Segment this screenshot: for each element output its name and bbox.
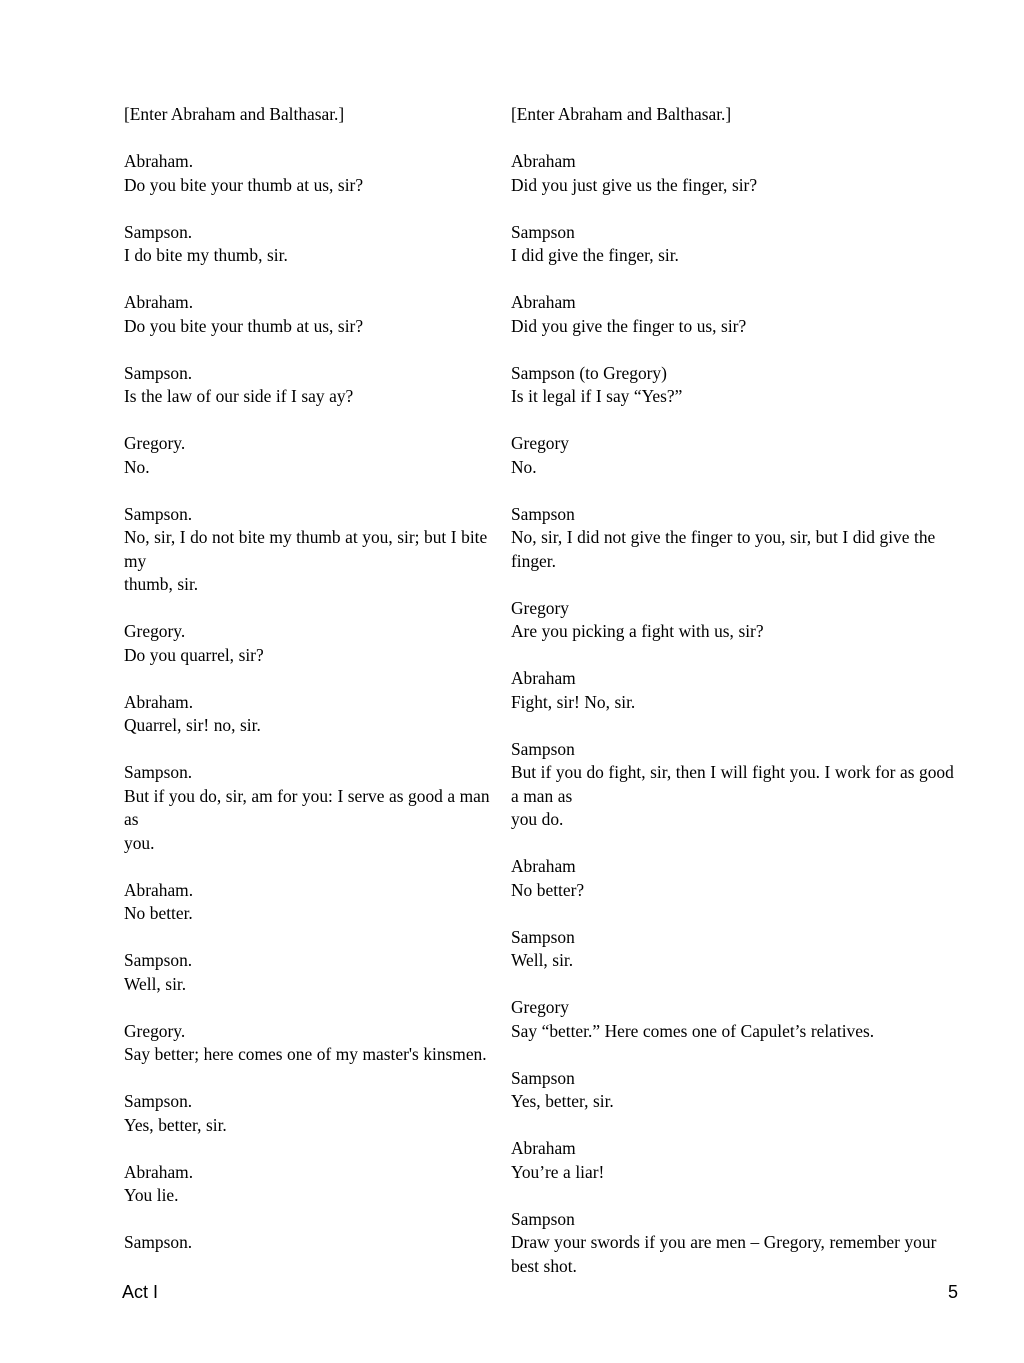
speaker-name: Abraham. [124, 691, 194, 712]
speaker-name: Abraham [511, 1138, 576, 1158]
speaker-name: Sampson. [124, 1232, 193, 1252]
speech-block [124, 761, 495, 855]
footer-act-label: Act I [122, 1282, 159, 1302]
speaker-name: Sampson. [124, 950, 193, 970]
dialogue-line: You lie. [124, 1185, 179, 1205]
speech-block [124, 1020, 490, 1067]
speech-block [511, 926, 963, 973]
speaker-name: Abraham [511, 856, 576, 876]
dialogue-line: Draw your swords if you are men – Gregory, remember your best shot. [511, 1232, 941, 1276]
speech-block [511, 996, 963, 1043]
speaker-name: Sampson [511, 926, 575, 947]
speaker-name: Sampson. [124, 221, 193, 242]
dialogue-line: No. [511, 456, 537, 477]
dialogue-line: Well, sir. [124, 973, 187, 994]
dialogue-line: Yes, better, sir. [124, 1114, 227, 1135]
speaker-name: Abraham [511, 668, 576, 688]
speaker-name: Gregory [511, 597, 569, 618]
speaker-name: Sampson. [124, 762, 193, 782]
speech-block [511, 221, 963, 268]
dialogue-line: Say better; here comes one of my master's kinsmen. [124, 1044, 487, 1064]
speech-block [124, 1231, 490, 1255]
dialogue-line: Say “better.” Here comes one of Capulet’s relatives. [511, 1020, 875, 1041]
footer-page-number: 5 [948, 1282, 959, 1302]
speech-block [124, 291, 490, 338]
dialogue-line: Do you quarrel, sir? [124, 644, 264, 665]
dialogue-line: No. [124, 456, 150, 477]
speech-block [511, 291, 963, 338]
speaker-name: Sampson (to Gregory) [511, 362, 667, 383]
dialogue-line: No, sir, I did not give the finger to you, sir, but I did give the finger. [511, 527, 940, 571]
dialogue-line: I do bite my thumb, sir. [124, 245, 288, 265]
dialogue-line: Did you give the finger to us, sir? [511, 315, 747, 336]
speech-block [124, 221, 490, 268]
dialogue-line: Well, sir. [511, 950, 574, 970]
speech-block [124, 150, 490, 197]
speaker-name: Sampson [511, 221, 575, 242]
speaker-name: Abraham [511, 151, 576, 171]
speaker-name: Sampson. [124, 362, 193, 383]
speaker-name: Abraham. [124, 151, 194, 171]
stage-direction [124, 103, 490, 127]
dialogue-line: No better? [511, 879, 585, 900]
speech-block [511, 738, 963, 832]
column-modern-translation [511, 103, 963, 1278]
dialogue-line: Do you bite your thumb at us, sir? [124, 315, 364, 336]
speaker-name: Sampson [511, 1208, 575, 1229]
speaker-name: Gregory [511, 997, 569, 1017]
speaker-name: Sampson. [124, 1091, 193, 1111]
stage-direction-line: [Enter Abraham and Balthasar.] [124, 104, 345, 124]
speech-block [511, 503, 963, 574]
speech-block [511, 362, 963, 409]
speaker-name: Sampson [511, 1067, 575, 1088]
dialogue-line: thumb, sir. [124, 574, 199, 594]
speaker-name: Gregory. [124, 433, 186, 453]
speech-block [124, 362, 490, 409]
speech-block [511, 432, 963, 479]
dialogue-line: Are you picking a fight with us, sir? [511, 621, 764, 641]
speech-block [124, 1090, 490, 1137]
dialogue-line: Is it legal if I say “Yes?” [511, 386, 683, 406]
speech-block [124, 503, 490, 597]
speech-block [511, 150, 963, 197]
speaker-name: Sampson [511, 503, 575, 524]
dialogue-line: I did give the finger, sir. [511, 245, 679, 265]
stage-direction-line: [Enter Abraham and Balthasar.] [511, 104, 732, 124]
column-original-text [124, 103, 495, 1255]
dialogue-line: No better. [124, 903, 193, 923]
dialogue-line: you. [124, 832, 155, 853]
speech-block [124, 620, 490, 667]
speaker-name: Abraham. [124, 879, 194, 900]
speech-block [511, 1067, 963, 1114]
speech-block [124, 432, 490, 479]
dialogue-line: Do you bite your thumb at us, sir? [124, 174, 364, 195]
speech-block [124, 1161, 490, 1208]
speaker-name: Abraham [511, 292, 576, 312]
speaker-name: Sampson [511, 738, 575, 759]
speech-block [124, 879, 490, 926]
dialogue-line: you do. [511, 809, 564, 829]
dialogue-line: Did you just give us the finger, sir? [511, 174, 758, 195]
speech-block [124, 691, 490, 738]
dialogue-line: But if you do, sir, am for you: I serve as good a man as [124, 785, 495, 829]
dialogue-line: Yes, better, sir. [511, 1091, 614, 1111]
speech-block [511, 1137, 963, 1184]
speaker-name: Sampson. [124, 503, 193, 524]
page-footer [0, 1281, 1024, 1311]
speech-block [511, 597, 963, 644]
dialogue-line: Fight, sir! No, sir. [511, 691, 636, 712]
speaker-name: Gregory [511, 433, 569, 453]
stage-direction [511, 103, 963, 127]
dialogue-line: Quarrel, sir! no, sir. [124, 715, 261, 735]
speech-block [124, 949, 490, 996]
speaker-name: Abraham. [124, 1161, 194, 1182]
dialogue-line: No, sir, I do not bite my thumb at you, sir; but I bite my [124, 527, 492, 571]
speaker-name: Gregory. [124, 1020, 186, 1041]
speech-block [511, 1208, 963, 1279]
dialogue-line: But if you do fight, sir, then I will fight you. I work for as good a man as [511, 762, 959, 806]
speech-block [511, 667, 963, 714]
dialogue-line: You’re a liar! [511, 1161, 605, 1182]
speaker-name: Gregory. [124, 621, 186, 641]
dialogue-line: Is the law of our side if I say ay? [124, 386, 354, 406]
speech-block [511, 855, 963, 902]
speaker-name: Abraham. [124, 292, 194, 312]
